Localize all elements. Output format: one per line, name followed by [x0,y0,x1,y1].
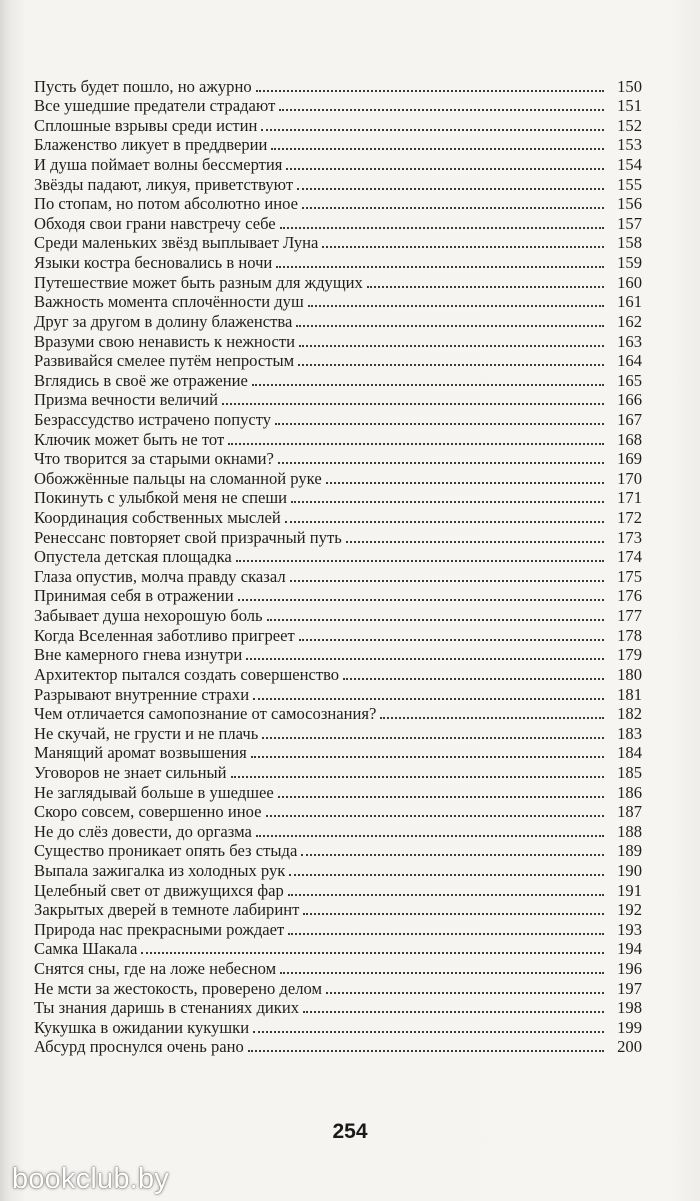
table-of-contents [34,76,642,1056]
dot-leader [280,227,604,229]
dot-leader [326,482,604,484]
toc-entry-page: 190 [617,860,642,880]
toc-entry [34,841,642,861]
toc-entry-title: Уговоров не знает сильный [34,762,227,782]
toc-entry-page: 166 [617,390,642,410]
toc-entry-page: 177 [617,606,642,626]
toc-entry-page: 199 [617,1017,642,1037]
toc-entry-title: Не до слёз довести, до оргазма [34,821,252,841]
toc-entry-page: 160 [617,272,642,292]
toc-entry-title: Все ушедшие предатели страдают [34,96,276,116]
dot-leader [346,541,604,543]
toc-entry-title: Снятся сны, где на ложе небесном [34,959,277,979]
toc-entry-title: Важность момента сплочённости душ [34,292,304,312]
toc-entry [34,252,642,272]
toc-entry-title: Выпала зажигалка из холодных рук [34,860,286,880]
toc-entry-title: Языки костра бесновались в ночи [34,253,273,273]
toc-entry-title: Координация собственных мыслей [34,508,281,528]
toc-entry-page: 172 [617,508,642,528]
dot-leader [267,619,604,621]
toc-entry [34,998,642,1018]
dot-leader [280,972,604,974]
toc-entry-page: 178 [617,625,642,645]
dot-leader [303,913,604,915]
toc-entry-title: Не мсти за жестокость, проверено делом [34,978,322,998]
toc-entry-page: 200 [617,1037,642,1057]
dot-leader [141,952,604,954]
dot-leader [291,501,604,503]
dot-leader [289,874,604,876]
dot-leader [276,266,604,268]
dot-leader [238,599,604,601]
toc-entry-title: Обходя свои грани навстречу себе [34,213,276,233]
dot-leader [288,894,604,896]
toc-entry-page: 176 [617,586,642,606]
toc-entry-page: 165 [617,370,642,390]
toc-entry [34,213,642,233]
dot-leader [308,305,604,307]
toc-entry-page: 151 [617,96,642,116]
toc-entry-page: 158 [617,233,642,253]
toc-entry-page: 188 [617,821,642,841]
toc-entry-page: 173 [617,527,642,547]
toc-entry-title: Призма вечности величий [34,390,219,410]
toc-entry-page: 186 [617,782,642,802]
dot-leader [266,815,605,817]
dot-leader [380,717,604,719]
dot-leader [367,286,604,288]
dot-leader [253,698,604,700]
toc-entry-page: 154 [617,155,642,175]
toc-entry [34,880,642,900]
toc-entry [34,449,642,469]
toc-entry [34,939,642,959]
toc-entry-title: Блаженство ликует в преддверии [34,135,268,155]
toc-entry [34,958,642,978]
toc-entry-title: Звёзды падают, ликуя, приветствуют [34,174,294,194]
dot-leader [296,325,604,327]
dot-leader [256,90,604,92]
toc-entry [34,154,642,174]
toc-entry-page: 162 [617,311,642,331]
toc-entry-page: 168 [617,429,642,449]
toc-entry-page: 180 [617,664,642,684]
toc-entry [34,900,642,920]
toc-entry-page: 167 [617,409,642,429]
dot-leader [326,992,604,994]
toc-entry-page: 196 [617,959,642,979]
toc-entry-page: 163 [617,331,642,351]
toc-entry-page: 175 [617,566,642,586]
toc-entry-page: 157 [617,213,642,233]
dot-leader [288,933,604,935]
toc-entry-title: Глаза опустив, молча правду сказал [34,566,286,586]
dot-leader [275,423,604,425]
toc-entry [34,645,642,665]
toc-entry [34,860,642,880]
toc-entry-page: 152 [617,115,642,135]
toc-entry [34,233,642,253]
toc-entry-page: 187 [617,802,642,822]
toc-entry-title: Абсурд проснулся очень рано [34,1037,244,1057]
toc-entry-title: Манящий аромат возвышения [34,743,247,763]
toc-entry [34,272,642,292]
dot-leader [286,168,604,170]
dot-leader [252,384,604,386]
toc-entry-title: Природа нас прекрасными рождает [34,919,285,939]
toc-entry-title: Принимая себя в отражении [34,586,234,606]
toc-entry [34,96,642,116]
toc-entry [34,194,642,214]
toc-entry [34,507,642,527]
toc-entry-page: 194 [617,939,642,959]
toc-entry-title: Разрывают внутренние страхи [34,684,250,704]
toc-entry [34,429,642,449]
toc-entry [34,625,642,645]
toc-entry-title: Ты знания даришь в стенаниях диких [34,998,300,1018]
toc-entry-title: Ренессанс повторяет свой призрачный путь [34,527,342,547]
dot-leader [231,776,604,778]
toc-entry-page: 171 [617,488,642,508]
toc-entry [34,76,642,96]
toc-entry-title: Вглядись в своё же отражение [34,370,248,390]
toc-entry [34,605,642,625]
toc-entry-page: 182 [617,704,642,724]
toc-entry [34,586,642,606]
toc-entry-page: 179 [617,645,642,665]
toc-entry-title: Чем отличается самопознание от самосознания? [34,704,377,724]
dot-leader [222,403,604,405]
toc-entry-title: Покинуть с улыбкой меня не спеши [34,488,288,508]
toc-entry-page: 153 [617,135,642,155]
dot-leader [256,835,604,837]
toc-entry-page: 159 [617,253,642,273]
toc-entry-page: 150 [617,76,642,96]
toc-entry-title: Развивайся смелее путём непростым [34,351,295,371]
dot-leader [271,148,604,150]
toc-entry-page: 164 [617,351,642,371]
toc-entry-title: Ключик может быть не тот [34,429,225,449]
toc-entry [34,919,642,939]
dot-leader [261,129,604,131]
toc-entry-page: 183 [617,723,642,743]
toc-entry-title: И душа поймает волны бессмертия [34,155,283,175]
watermark: bookclub.by [12,1163,169,1195]
toc-entry [34,409,642,429]
toc-entry-page: 174 [617,547,642,567]
toc-entry [34,115,642,135]
dot-leader [322,246,604,248]
toc-entry-page: 170 [617,468,642,488]
toc-entry-title: Что творится за старыми окнами? [34,449,274,469]
toc-entry [34,292,642,312]
toc-entry [34,743,642,763]
toc-entry-page: 155 [617,174,642,194]
toc-entry-page: 156 [617,194,642,214]
toc-entry [34,664,642,684]
toc-entry-title: Скоро совсем, совершенно иное [34,802,262,822]
dot-leader [290,580,604,582]
dot-leader [279,109,604,111]
toc-entry [34,782,642,802]
toc-entry-page: 197 [617,978,642,998]
toc-entry-page: 193 [617,919,642,939]
toc-entry-title: Среди маленьких звёзд выплывает Луна [34,233,319,253]
toc-entry-page: 185 [617,762,642,782]
toc-entry-title: По стопам, но потом абсолютно иное [34,194,299,214]
toc-entry [34,821,642,841]
toc-entry-title: Архитектор пытался создать совершенство [34,664,340,684]
toc-entry-title: Обожжённые пальцы на сломанной руке [34,468,322,488]
toc-entry [34,370,642,390]
page-number: 254 [332,1120,368,1143]
toc-entry-page: 198 [617,998,642,1018]
toc-entry-title: Самка Шакала [34,939,138,959]
toc-entry [34,331,642,351]
toc-entry-title: Закрытых дверей в темноте лабиринт [34,900,300,920]
toc-entry-title: Сплошные взрывы среди истин [34,115,258,135]
toc-entry [34,1017,642,1037]
toc-entry-title: Целебный свет от движущихся фар [34,880,284,900]
toc-entry [34,566,642,586]
toc-entry [34,802,642,822]
toc-entry [34,684,642,704]
toc-entry [34,174,642,194]
toc-entry-title: Не заглядывай больше в ушедшее [34,782,274,802]
toc-entry-title: Путешествие может быть разным для ждущих [34,272,363,292]
dot-leader [278,796,604,798]
dot-leader [285,521,604,523]
toc-entry-title: Друг за другом в долину блаженства [34,311,293,331]
toc-entry [34,488,642,508]
toc-entry-page: 181 [617,684,642,704]
dot-leader [303,1011,604,1013]
dot-leader [298,364,604,366]
toc-entry [34,723,642,743]
dot-leader [278,462,604,464]
dot-leader [343,678,604,680]
toc-entry [34,527,642,547]
toc-entry [34,390,642,410]
toc-entry-title: Опустела детская площадка [34,547,232,567]
toc-entry-page: 191 [617,880,642,900]
toc-entry [34,762,642,782]
toc-entry-title: Когда Вселенная заботливо пригреет [34,625,295,645]
toc-entry [34,547,642,567]
toc-entry [34,978,642,998]
dot-leader [236,560,604,562]
toc-entry [34,1037,642,1057]
dot-leader [302,207,604,209]
toc-entry-title: Вразуми свою ненависть к нежности [34,331,296,351]
toc-entry-title: Кукушка в ожидании кукушки [34,1017,250,1037]
dot-leader [251,756,604,758]
toc-entry-title: Пусть будет пошло, но ажурно [34,76,252,96]
toc-entry [34,468,642,488]
toc-entry-page: 169 [617,449,642,469]
toc-entry-page: 189 [617,841,642,861]
toc-entry-title: Существо проникает опять без стыда [34,841,298,861]
dot-leader [253,1031,604,1033]
dot-leader [299,639,604,641]
toc-entry [34,135,642,155]
toc-entry-title: Забывает душа нехорошую боль [34,606,263,626]
toc-entry-page: 192 [617,900,642,920]
dot-leader [299,345,604,347]
toc-entry [34,351,642,371]
dot-leader [228,443,604,445]
dot-leader [301,854,604,856]
toc-entry [34,704,642,724]
toc-entry-page: 161 [617,292,642,312]
toc-entry [34,311,642,331]
dot-leader [246,658,604,660]
dot-leader [248,1050,604,1052]
toc-entry-page: 184 [617,743,642,763]
toc-entry-title: Безрассудство истрачено попусту [34,409,272,429]
toc-entry-title: Вне камерного гнева изнутри [34,645,243,665]
dot-leader [297,188,604,190]
dot-leader [262,737,604,739]
toc-entry-title: Не скучай, не грусти и не плачь [34,723,259,743]
